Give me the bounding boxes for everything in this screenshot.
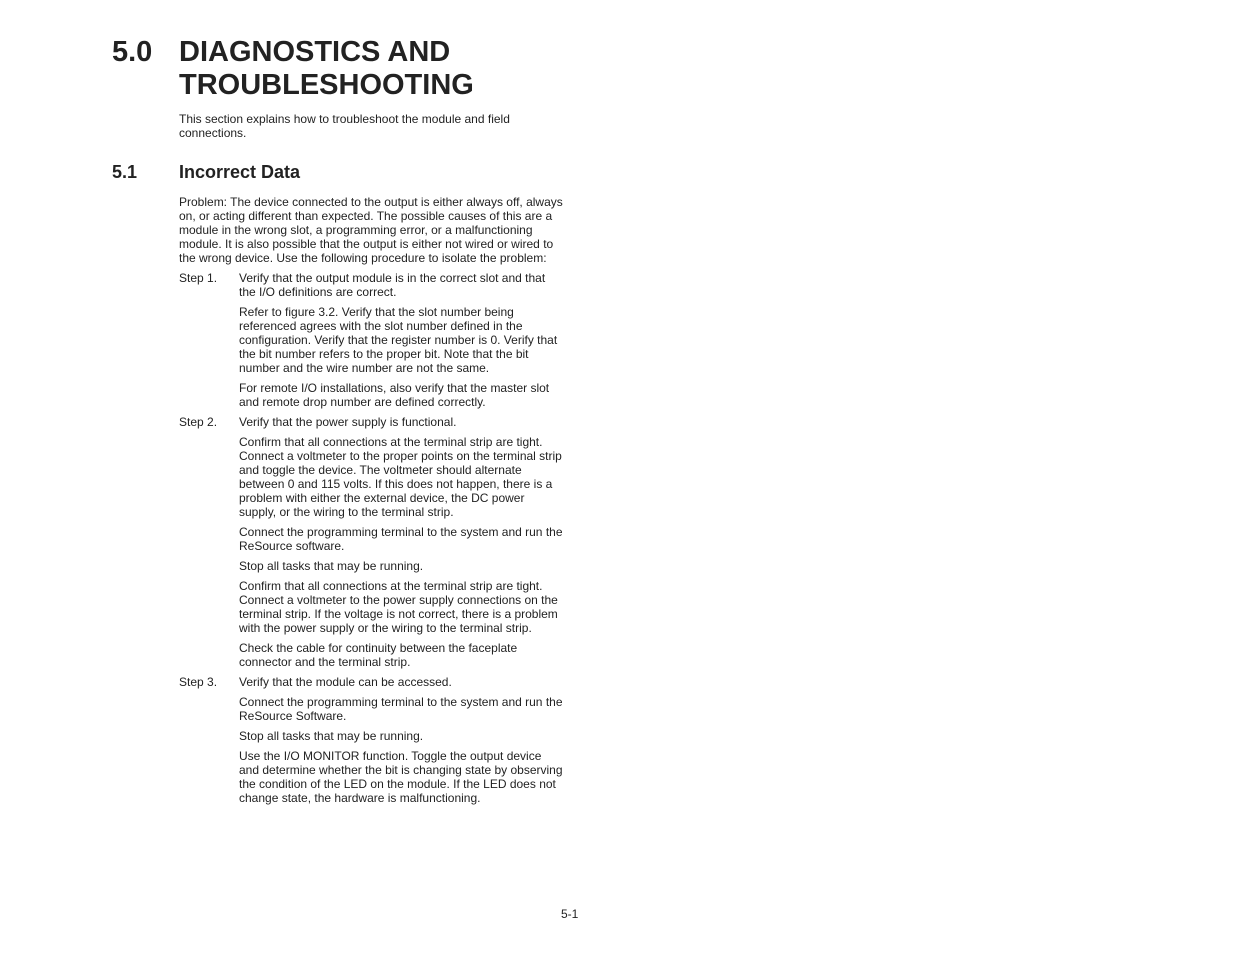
step-paragraph: Verify that the module can be accessed. (239, 675, 452, 689)
problem-paragraph: Problem: The device connected to the output is either always off, always on, or acting different than expected. The possible causes of this are a module in the wrong slot, a programming error, or a malfunctioning module. It is also possible that the output is either not wired or wired to the wrong device. Use the following procedure to isolate the problem: (179, 195, 563, 265)
step-paragraph: Confirm that all connections at the terminal strip are tight. Connect a voltmeter to the proper points on the terminal strip and toggle the device. The voltmeter should alternate between 0 and 115 volts. If this does not happen, there is a problem with either the external device, the DC power supply, or the wiring to the terminal strip. (239, 435, 562, 519)
step-label: Step 2. (179, 415, 218, 429)
step-paragraph: Stop all tasks that may be running. (239, 559, 424, 573)
page-number: 5-1 (561, 907, 579, 921)
step-label: Step 3. (179, 675, 218, 689)
step-1 (179, 271, 564, 409)
step-2 (179, 415, 564, 669)
step-paragraph: Stop all tasks that may be running. (239, 729, 424, 743)
chapter-intro: This section explains how to troubleshoot the module and field connections. (179, 112, 510, 140)
section-body (179, 195, 564, 811)
chapter-number: 5.0 (112, 36, 153, 68)
step-paragraph: Check the cable for continuity between the faceplate connector and the terminal strip. (239, 641, 518, 669)
step-paragraph: For remote I/O installations, also verify that the master slot and remote drop number are defined correctly. (239, 381, 550, 409)
chapter-title: DIAGNOSTICS AND TROUBLESHOOTING (179, 36, 474, 101)
step-3 (179, 675, 564, 805)
step-label: Step 1. (179, 271, 218, 285)
step-paragraph: Connect the programming terminal to the system and run the ReSource software. (239, 525, 563, 553)
step-paragraph: Refer to figure 3.2. Verify that the slot number being referenced agrees with the slot number defined in the configuration. Verify that the register number is 0. Verify that the bit number refers to the proper bit. Note that the bit number and the wire number are not the same. (239, 305, 558, 375)
step-paragraph: Confirm that all connections at the terminal strip are tight. Connect a voltmeter to the power supply connections on the terminal strip. If the voltage is not correct, there is a problem with the power supply or the wiring to the terminal strip. (239, 579, 558, 635)
step-paragraph: Verify that the output module is in the correct slot and that the I/O definitions are correct. (239, 271, 546, 299)
step-paragraph: Use the I/O MONITOR function. Toggle the output device and determine whether the bit is changing state by observing the condition of the LED on the module. If the LED does not change state, the hardware is malfunctioning. (239, 749, 563, 805)
section-title: Incorrect Data (179, 162, 301, 182)
step-paragraph: Verify that the power supply is functional. (239, 415, 457, 429)
step-paragraph: Connect the programming terminal to the system and run the ReSource Software. (239, 695, 563, 723)
section-number: 5.1 (112, 162, 138, 182)
